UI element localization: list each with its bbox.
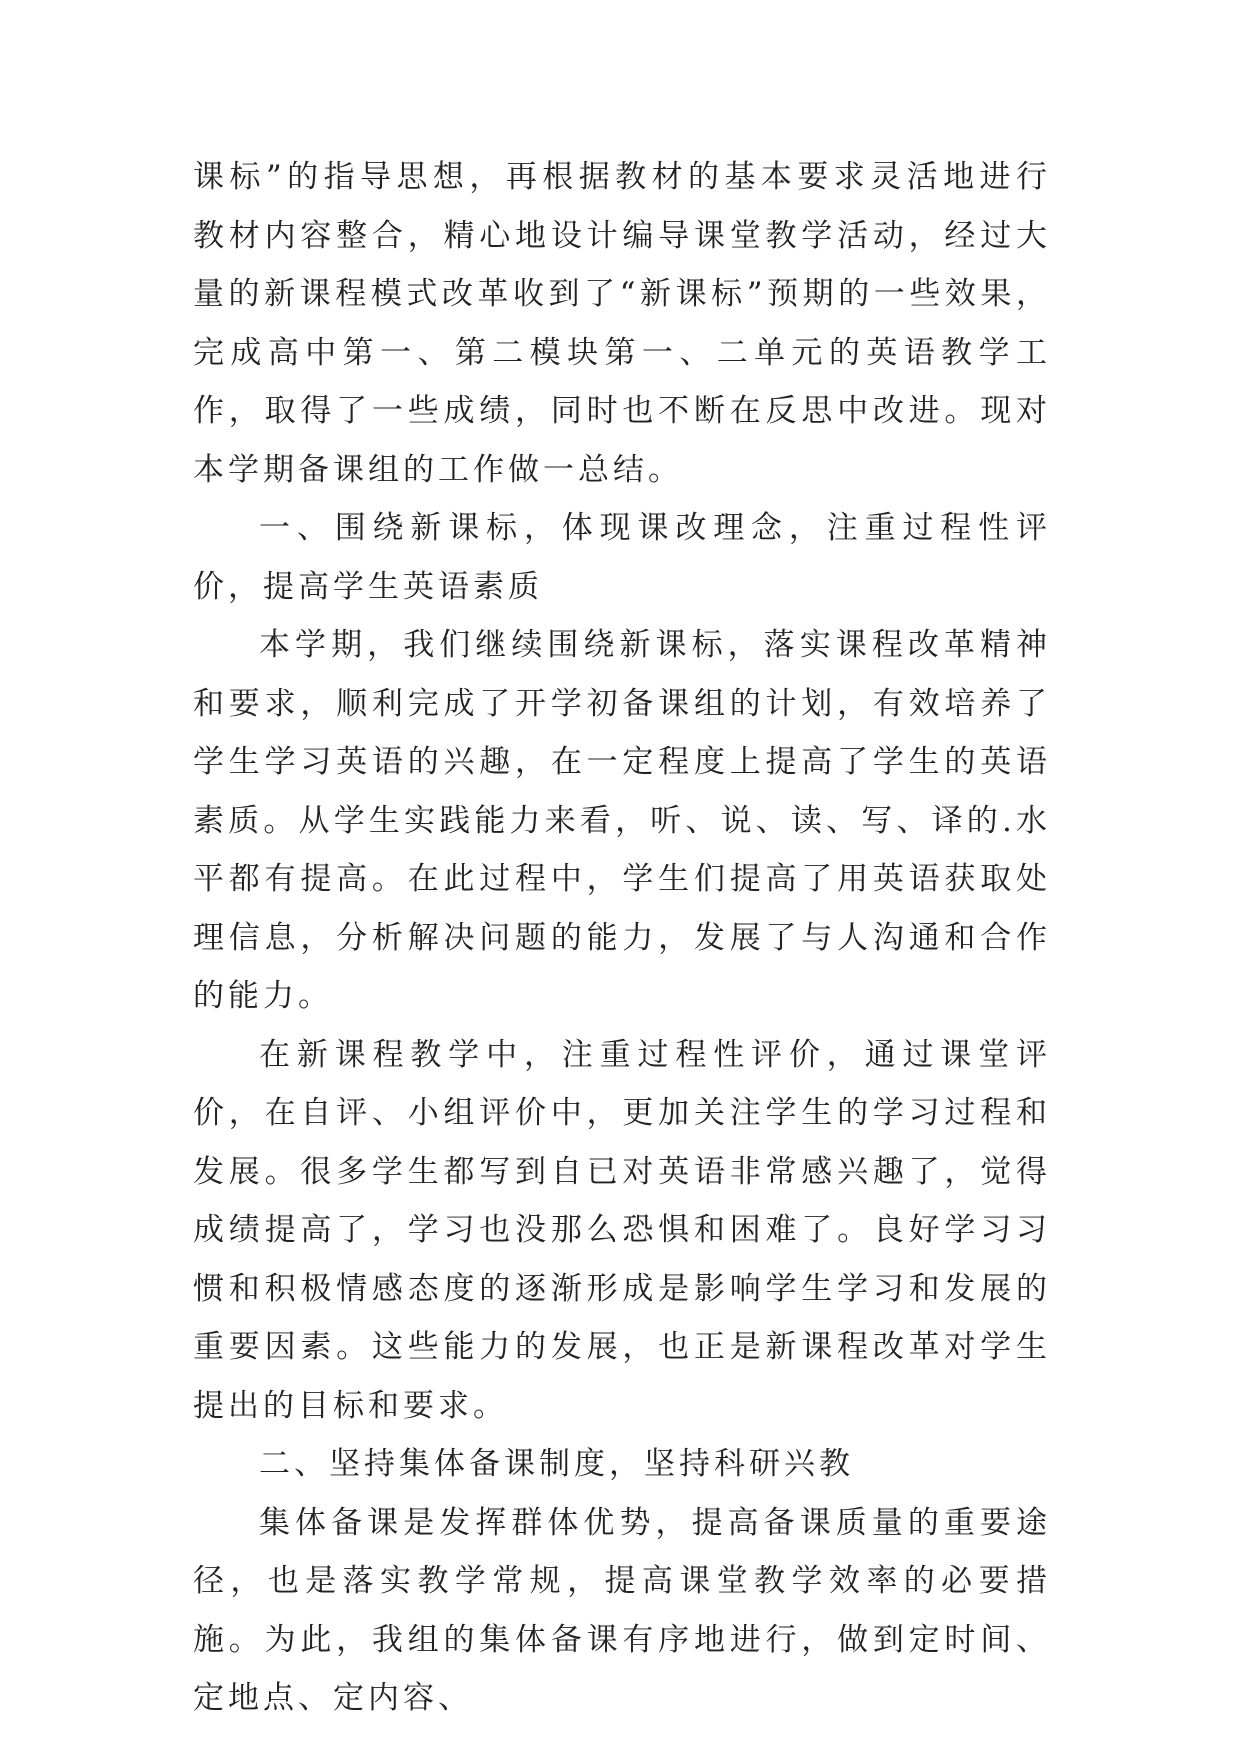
section-heading-1: 一、围绕新课标，体现课改理念，注重过程性评价，提高学生英语素质 [193,510,1051,605]
paragraph-semester-summary: 本学期，我们继续围绕新课标，落实课程改革精神和要求，顺利完成了开学初备课组的计划，有效培养了学生学习英语的兴趣，在一定程度上提高了学生的英语素质。从学生实践能力来看，听、说、读、写、译的.水平都有提高。在此过程中，学生们提高了用英语获取处理信息，分析解决问题的能力，发展了与人沟通和合作的能力。 [193,627,1051,1014]
paragraph-process-evaluation: 在新课程教学中，注重过程性评价，通过课堂评价，在自评、小组评价中，更加关注学生的学习过程和发展。很多学生都写到自已对英语非常感兴趣了，觉得成绩提高了，学习也没那么恐惧和困难了。良好学习习惯和积极情感态度的逐渐形成是影响学生学习和发展的重要因素。这些能力的发展，也正是新课程改革对学生提出的目标和要求。 [193,1036,1051,1424]
paragraph-continuation: 课标”的指导思想，再根据教材的基本要求灵活地进行教材内容整合，精心地设计编导课堂教学活动，经过大量的新课程模式改革收到了“新课标”预期的一些效果，完成高中第一、第二模块第一、二单元的英语教学工作，取得了一些成绩，同时也不断在反思中改进。现对本学期备课组的工作做一总结。 [193,159,1051,488]
document-body [193,148,1051,1728]
paragraph-collective-preparation: 集体备课是发挥群体优势，提高备课质量的重要途径，也是落实教学常规，提高课堂教学效率的必要措施。为此，我组的集体备课有序地进行，做到定时间、定地点、定内容、 [193,1504,1051,1716]
section-heading-2: 二、坚持集体备课制度，坚持科研兴教 [259,1446,854,1482]
